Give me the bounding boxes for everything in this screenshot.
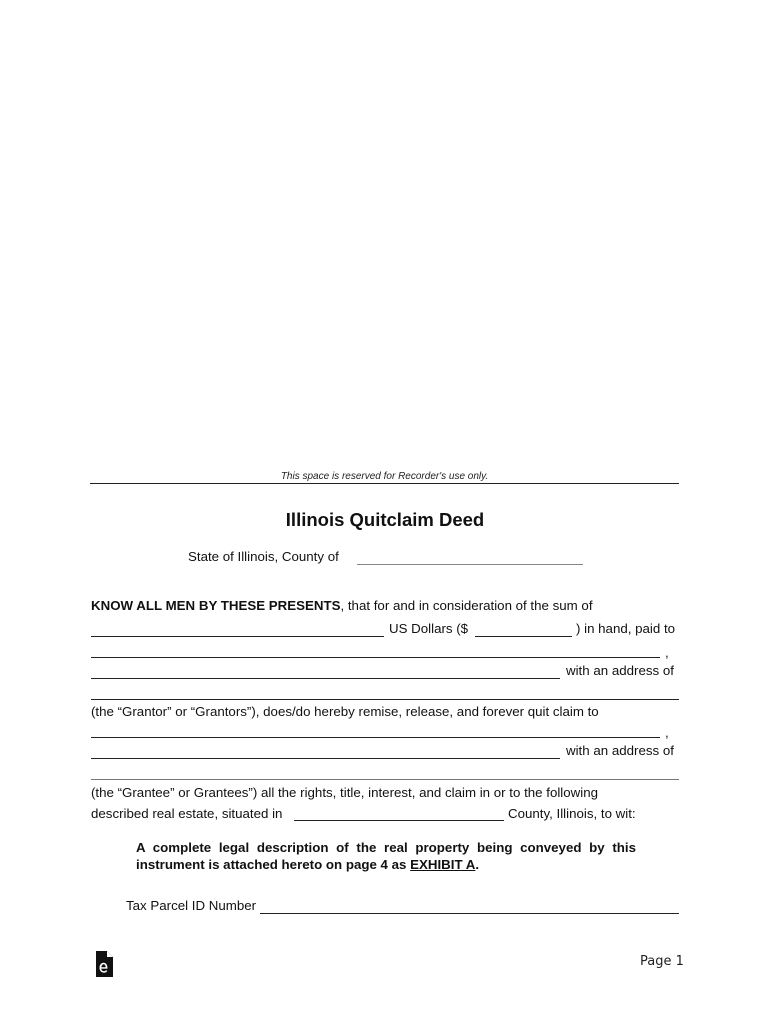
grantor-name-field[interactable] [91, 657, 660, 658]
in-hand-label: ) in hand, paid to [576, 621, 676, 636]
know-all-paragraph [91, 598, 593, 614]
know-all-rest: , that for and in consideration of the sum of [340, 598, 593, 613]
page-number: Page 1 [640, 954, 684, 969]
legal-description-line-1: A complete legal description of the real property being conveyed by this [136, 840, 636, 855]
grantee-comma: , [665, 725, 669, 740]
legal-description-line-2-text: instrument is attached hereto on page 4 as [136, 857, 411, 872]
grantee-address-field[interactable] [91, 779, 679, 780]
grantor-with-address: with an address of [566, 663, 674, 678]
grantee-name-field-2[interactable] [91, 758, 560, 759]
recorder-note: This space is reserved for Recorder's use only. [280, 471, 489, 482]
document-title: Illinois Quitclaim Deed [285, 509, 485, 530]
county-situated-field[interactable] [294, 820, 504, 821]
know-all-bold: KNOW ALL MEN BY THESE PRESENTS [91, 598, 341, 613]
legal-description-note [136, 839, 636, 873]
eforms-logo-svg [94, 950, 114, 978]
exhibit-a-link: EXHIBIT A [410, 857, 476, 872]
tax-parcel-field[interactable] [260, 913, 679, 914]
recorder-divider [90, 483, 679, 484]
county-label: State of Illinois, County of [188, 549, 339, 564]
grantee-clause: (the “Grantee” or Grantees”) all the rights, title, interest, and claim in or to the following [91, 785, 598, 800]
legal-description-line-2 [136, 856, 636, 873]
grantor-comma: , [665, 645, 669, 660]
grantor-clause: (the “Grantor” or “Grantors”), does/do hereby remise, release, and forever quit claim to [91, 704, 599, 719]
eforms-logo-icon [94, 950, 114, 978]
situated-county-label: County, Illinois, to wit: [508, 806, 636, 821]
county-field[interactable] [357, 564, 583, 565]
us-dollars-label: US Dollars ($ [389, 621, 469, 636]
grantor-address-field[interactable] [91, 699, 679, 700]
situated-label: described real estate, situated in [91, 806, 283, 821]
tax-parcel-label: Tax Parcel ID Number [126, 898, 257, 913]
grantee-name-field[interactable] [91, 737, 660, 738]
amount-number-field[interactable] [475, 636, 572, 637]
grantee-with-address: with an address of [566, 743, 674, 758]
legal-description-period: . [475, 857, 480, 872]
amount-words-field[interactable] [91, 636, 384, 637]
grantor-name-field-2[interactable] [91, 678, 560, 679]
